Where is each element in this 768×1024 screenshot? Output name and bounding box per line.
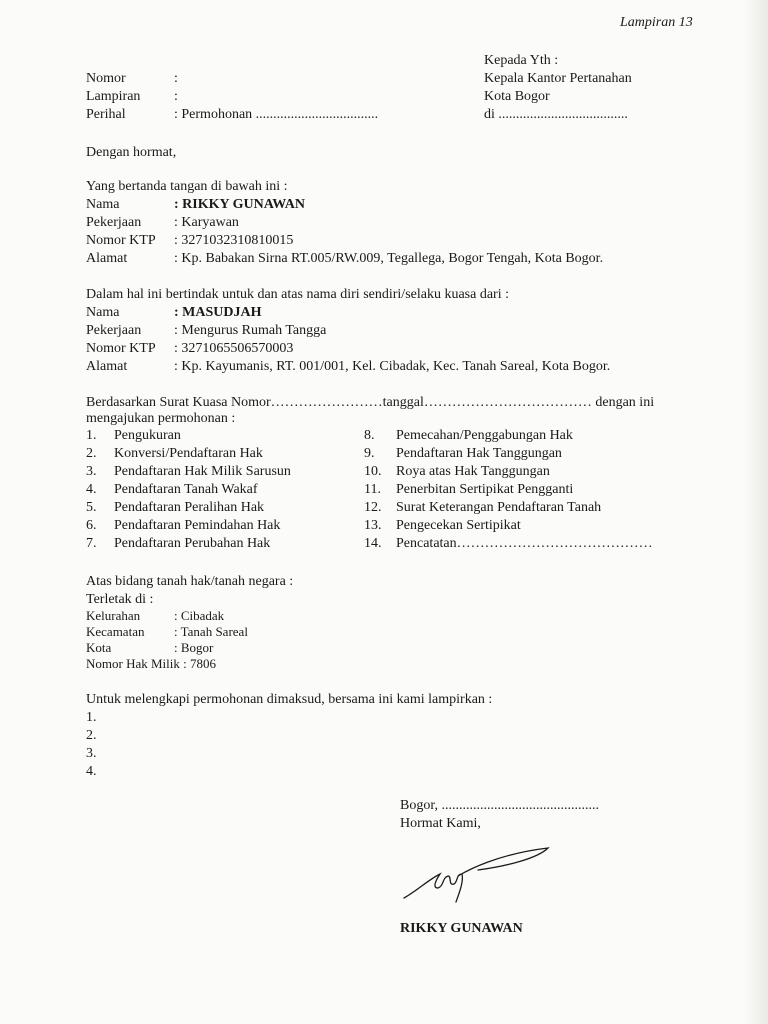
nomor-label: Nomor — [86, 71, 126, 86]
request-item-number: 14. — [364, 536, 382, 551]
request-item-label: Pengukuran — [114, 428, 181, 443]
applicant-ktp: : 3271032310810015 — [174, 233, 294, 248]
kelurahan-value: : Cibadak — [174, 608, 225, 623]
principal-job-label: Pekerjaan — [86, 323, 142, 338]
land-intro: Atas bidang tanah hak/tanah negara : — [86, 574, 294, 589]
applicant-intro: Yang bertanda tangan di bawah ini : — [86, 179, 288, 194]
request-item-number: 10. — [364, 464, 382, 479]
request-item-label: Pemecahan/Penggabungan Hak — [396, 428, 573, 443]
signature-scribble — [398, 840, 558, 910]
land-location-title: Terletak di : — [86, 592, 154, 607]
request-item-label: Pendaftaran Peralihan Hak — [114, 500, 265, 515]
request-item-number: 7. — [86, 536, 97, 551]
request-item-label: Pendaftaran Hak Milik Sarusun — [114, 464, 291, 479]
regards: Hormat Kami, — [400, 816, 481, 831]
principal-address: : Kp. Kayumanis, RT. 001/001, Kel. Cibadak, Kec. Tanah Sareal, Kota Bogor. — [174, 359, 611, 374]
request-item-label: Pencatatan…………………………………… — [396, 536, 653, 551]
principal-name-label: Nama — [86, 305, 120, 320]
kecamatan-value: : Tanah Sareal — [174, 624, 248, 639]
applicant-name: : RIKKY GUNAWAN — [174, 197, 305, 212]
request-item-number: 1. — [86, 428, 97, 443]
principal-address-label: Alamat — [86, 359, 128, 374]
request-item-number: 13. — [364, 518, 382, 533]
request-item-number: 9. — [364, 446, 375, 461]
applicant-ktp-label: Nomor KTP — [86, 233, 156, 248]
request-item-number: 4. — [86, 482, 97, 497]
attachment-item: 2. — [86, 728, 97, 743]
applicant-address: : Kp. Babakan Sirna RT.005/RW.009, Tegallega, Bogor Tengah, Kota Bogor. — [174, 251, 604, 266]
lampiran-colon: : — [174, 89, 178, 104]
hak-milik-number: Nomor Hak Milik : 7806 — [86, 656, 216, 671]
principal-ktp-label: Nomor KTP — [86, 341, 156, 356]
request-item-label: Surat Keterangan Pendaftaran Tanah — [396, 500, 602, 515]
attachment-item: 4. — [86, 764, 97, 779]
principal-ktp: : 3271065506570003 — [174, 341, 294, 356]
address-line-3: Kota Bogor — [484, 89, 550, 104]
attachments-intro: Untuk melengkapi permohonan dimaksud, bersama ini kami lampirkan : — [86, 692, 493, 707]
request-item-number: 5. — [86, 500, 97, 515]
attachment-number: Lampiran 13 — [620, 15, 693, 30]
request-item-number: 3. — [86, 464, 97, 479]
request-item-label: Pendaftaran Pemindahan Hak — [114, 518, 281, 533]
principal-job: : Mengurus Rumah Tangga — [174, 323, 327, 338]
applicant-address-label: Alamat — [86, 251, 128, 266]
signer-name: RIKKY GUNAWAN — [400, 921, 523, 936]
request-item-number: 2. — [86, 446, 97, 461]
principal-name: : MASUDJAH — [174, 305, 262, 320]
attachment-item: 1. — [86, 710, 97, 725]
request-item-label: Penerbitan Sertipikat Pengganti — [396, 482, 574, 497]
address-line-2: Kepala Kantor Pertanahan — [484, 71, 632, 86]
request-item-number: 6. — [86, 518, 97, 533]
request-item-label: Pendaftaran Perubahan Hak — [114, 536, 271, 551]
kecamatan-label: Kecamatan — [86, 624, 145, 639]
address-line-4: di ..................................... — [484, 107, 628, 122]
request-item-label: Pendaftaran Tanah Wakaf — [114, 482, 258, 497]
attachment-item: 3. — [86, 746, 97, 761]
request-item-label: Roya atas Hak Tanggungan — [396, 464, 550, 479]
address-line-1: Kepada Yth : — [484, 53, 559, 68]
request-line-2: mengajukan permohonan : — [86, 411, 236, 426]
perihal-label: Perihal — [86, 107, 126, 122]
applicant-name-label: Nama — [86, 197, 120, 212]
kelurahan-label: Kelurahan — [86, 608, 141, 623]
request-item-label: Konversi/Pendaftaran Hak — [114, 446, 263, 461]
lampiran-label: Lampiran — [86, 89, 141, 104]
request-item-label: Pendaftaran Hak Tanggungan — [396, 446, 562, 461]
place-date: Bogor, ............................................. — [400, 798, 599, 813]
nomor-colon: : — [174, 71, 178, 86]
applicant-job: : Karyawan — [174, 215, 239, 230]
kota-value: : Bogor — [174, 640, 214, 655]
kota-label: Kota — [86, 640, 112, 655]
request-item-number: 11. — [364, 482, 381, 497]
perihal-value: : Permohonan ................................... — [174, 107, 379, 122]
principal-intro: Dalam hal ini bertindak untuk dan atas nama diri sendiri/selaku kuasa dari : — [86, 287, 509, 302]
request-item-label: Pengecekan Sertipikat — [396, 518, 521, 533]
scan-edge-shadow — [744, 0, 768, 1024]
request-item-number: 12. — [364, 500, 382, 515]
applicant-job-label: Pekerjaan — [86, 215, 142, 230]
greeting: Dengan hormat, — [86, 145, 177, 160]
request-item-number: 8. — [364, 428, 375, 443]
request-line-1: Berdasarkan Surat Kuasa Nomor……………………tanggal……………………………… dengan ini — [86, 395, 655, 410]
